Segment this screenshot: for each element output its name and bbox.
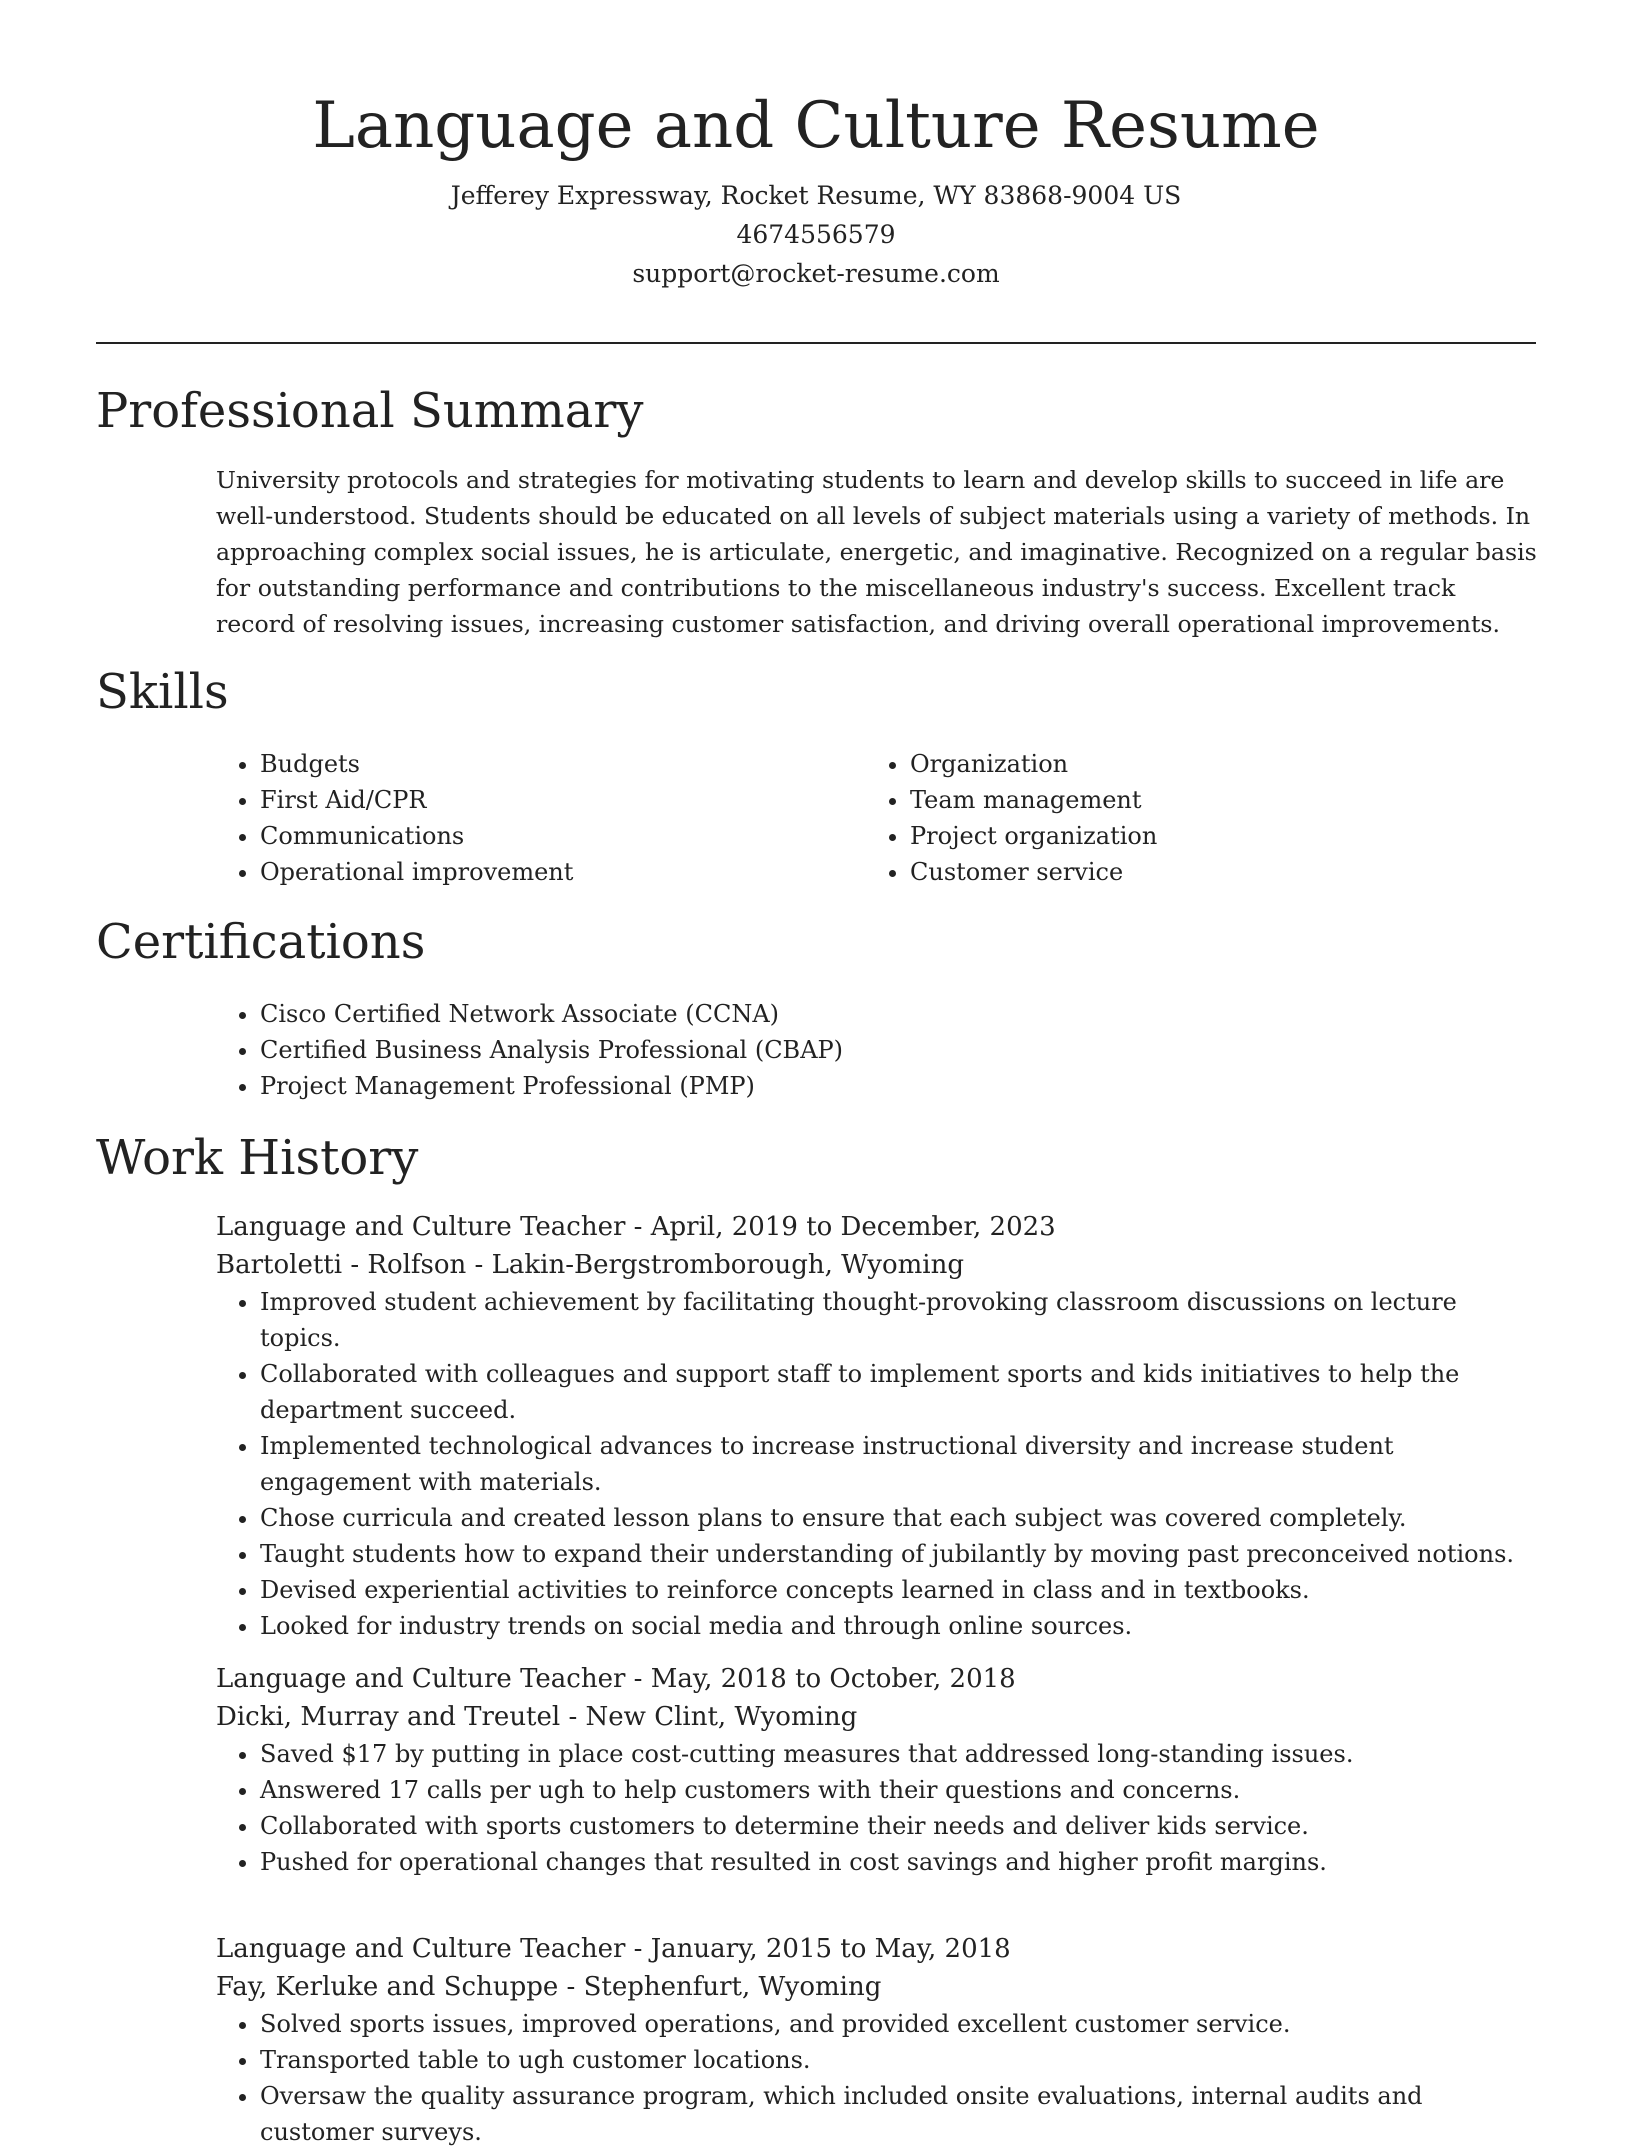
duty-item: • Devised experiential activities to reinforce concepts learned in class and in textbooks. — [260, 1572, 1538, 1608]
duty-item: • Chose curricula and created lesson plans to ensure that each subject was covered completely. — [260, 1500, 1538, 1536]
separator: - — [625, 1664, 651, 1694]
separator: - — [560, 1702, 586, 1732]
phone: 4674556579 — [736, 220, 896, 249]
job-entry — [216, 1208, 1538, 1644]
skills-heading: Skills — [96, 664, 229, 720]
certification-item: • Cisco Certified Network Associate (CCNA) — [260, 996, 1416, 1032]
job-dates: January, 2015 to May, 2018 — [650, 1934, 1011, 1964]
contact-info — [0, 176, 1632, 293]
job-company-line — [216, 1968, 1538, 2006]
job-company: Fay, Kerluke and Schuppe — [216, 1972, 559, 2002]
skills-right-column — [866, 746, 1466, 890]
job-entry — [216, 1930, 1538, 2150]
job-company-line — [216, 1698, 1538, 1736]
certifications-block — [216, 996, 1416, 1104]
duty-item: • Pushed for operational changes that resulted in cost savings and higher profit margins. — [260, 1844, 1538, 1880]
skill-item: • Operational improvement — [260, 854, 816, 890]
duty-item: • Looked for industry trends on social media and through online sources. — [260, 1608, 1538, 1644]
job-duties — [216, 1736, 1538, 1880]
resume-name: Language and Culture Resume — [312, 89, 1320, 163]
job-company-line — [216, 1246, 1538, 1284]
skill-item: • Customer service — [910, 854, 1466, 890]
duty-item: • Collaborated with sports customers to determine their needs and deliver kids service. — [260, 1808, 1538, 1844]
duty-item: • Implemented technological advances to increase instructional diversity and increase student engagement with materials. — [260, 1428, 1538, 1500]
job-title: Language and Culture Teacher — [216, 1664, 626, 1694]
skill-item: • Organization — [910, 746, 1466, 782]
job-dates: April, 2019 to December, 2023 — [650, 1212, 1056, 1242]
certifications-heading: Certifications — [96, 914, 426, 970]
job-title: Language and Culture Teacher — [216, 1212, 626, 1242]
job-dates: May, 2018 to October, 2018 — [650, 1664, 1016, 1694]
job-duties — [216, 1284, 1538, 1644]
duty-item: • Collaborated with colleagues and support staff to implement sports and kids initiatives to help the department succeed. — [260, 1356, 1538, 1428]
address: Jefferey Expressway, Rocket Resume, WY 83868-9004 US — [450, 181, 1182, 210]
job-title-line — [216, 1660, 1538, 1698]
header-divider — [96, 342, 1536, 344]
skill-item: • Budgets — [260, 746, 816, 782]
duty-item: • Taught students how to expand their understanding of jubilantly by moving past preconceived notions. — [260, 1536, 1538, 1572]
job-location: New Clint, Wyoming — [585, 1702, 858, 1732]
work-history-heading: Work History — [96, 1130, 419, 1186]
job-title-line — [216, 1208, 1538, 1246]
certification-item: • Project Management Professional (PMP) — [260, 1068, 1416, 1104]
skills-right-list — [866, 746, 1466, 890]
summary-heading: Professional Summary — [96, 383, 644, 439]
certification-item: • Certified Business Analysis Professional (CBAP) — [260, 1032, 1416, 1068]
skill-item: • First Aid/CPR — [260, 782, 816, 818]
job-title: Language and Culture Teacher — [216, 1934, 626, 1964]
duty-item: • Improved student achievement by facilitating thought-provoking classroom discussions on lecture topics. — [260, 1284, 1538, 1356]
job-company: Bartoletti - Rolfson — [216, 1250, 467, 1280]
duty-item: • Oversaw the quality assurance program, which included onsite evaluations, internal audits and customer surveys. — [260, 2078, 1538, 2150]
skills-left-list — [216, 746, 816, 890]
skill-item: • Project organization — [910, 818, 1466, 854]
summary-text: University protocols and strategies for motivating students to learn and develop skills to succeed in life are well-understood. Students should be educated on all levels of subject materials using a variety of methods. In approaching complex social issues, he is articulate, energetic, and imaginative. Recognized on a regular basis for outstanding performance and contributions to the miscellaneous industry's success. Excellent track record of resolving issues, increasing customer satisfaction, and driving overall operational improvements. — [216, 466, 1537, 638]
job-company: Dicki, Murray and Treutel — [216, 1702, 561, 1732]
job-location: Stephenfurt, Wyoming — [583, 1972, 882, 2002]
duty-item: • Saved $17 by putting in place cost-cutting measures that addressed long-standing issues. — [260, 1736, 1538, 1772]
job-title-line — [216, 1930, 1538, 1968]
separator: - — [558, 1972, 584, 2002]
skills-left-column — [216, 746, 816, 890]
skill-item: • Team management — [910, 782, 1466, 818]
certifications-list — [216, 996, 1416, 1104]
separator: - — [466, 1250, 492, 1280]
email: support@rocket-resume.com — [632, 259, 1000, 288]
job-duties — [216, 2006, 1538, 2150]
resume-header — [0, 0, 1632, 293]
separator: - — [625, 1212, 651, 1242]
job-location: Lakin-Bergstromborough, Wyoming — [491, 1250, 964, 1280]
job-entry — [216, 1660, 1538, 1880]
duty-item: • Solved sports issues, improved operations, and provided excellent customer service. — [260, 2006, 1538, 2042]
separator: - — [625, 1934, 651, 1964]
duty-item: • Answered 17 calls per ugh to help customers with their questions and concerns. — [260, 1772, 1538, 1808]
duty-item: • Transported table to ugh customer locations. — [260, 2042, 1538, 2078]
skill-item: • Communications — [260, 818, 816, 854]
